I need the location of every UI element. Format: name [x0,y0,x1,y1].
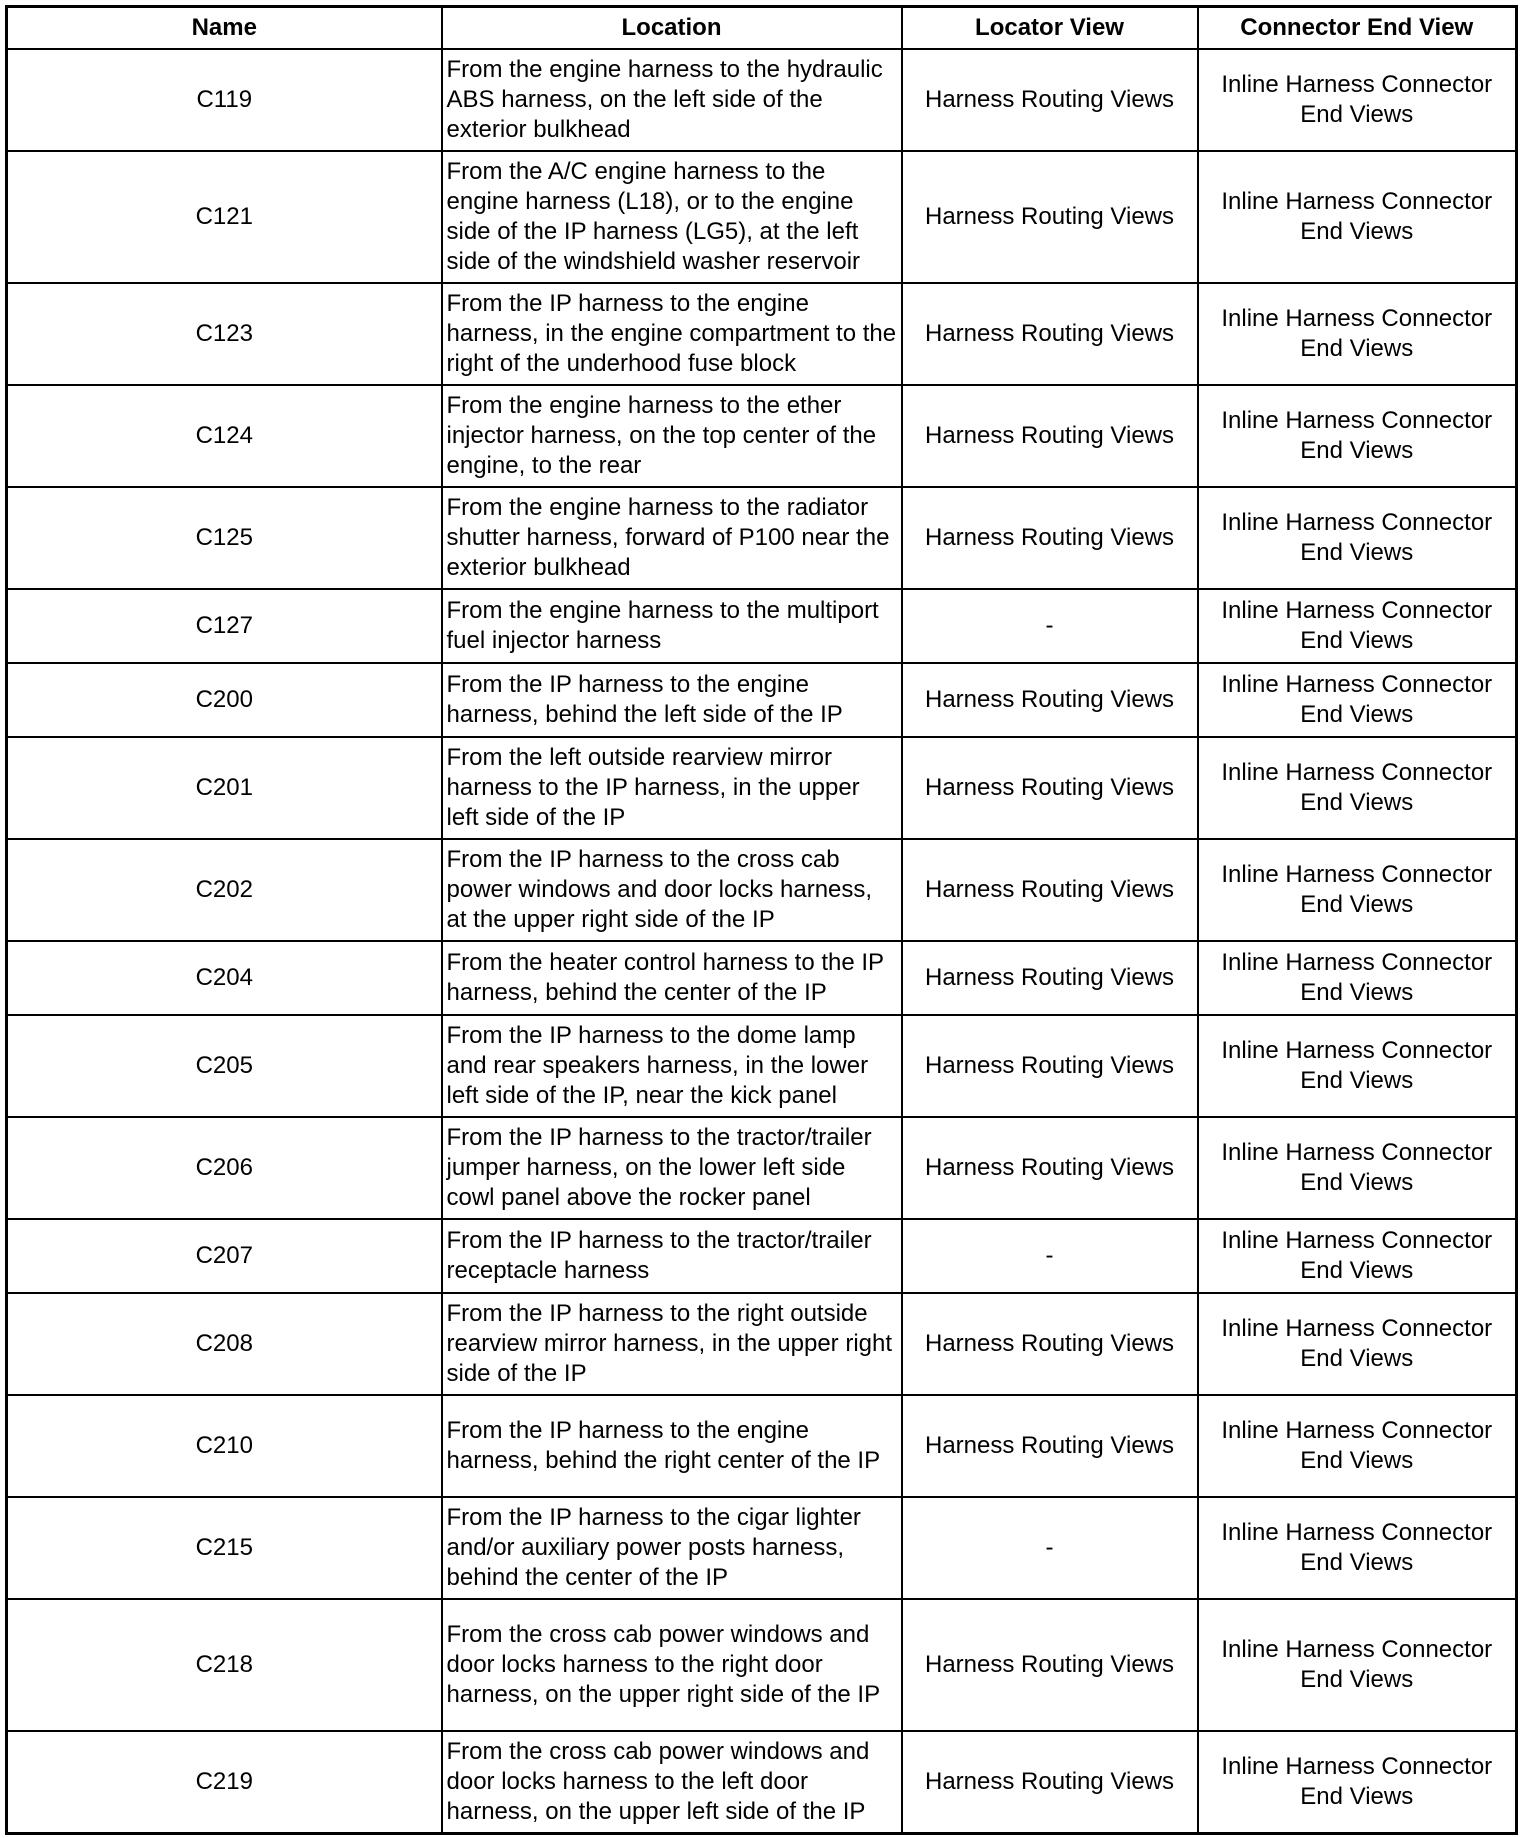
table-row [7,1497,1517,1599]
cell-location: From the IP harness to the engine harness, behind the left side of the IP [442,663,902,737]
cell-locator-view[interactable]: Harness Routing Views [902,941,1198,1015]
table-row [7,1117,1517,1219]
cell-locator-view[interactable]: Harness Routing Views [902,49,1198,151]
cell-locator-view[interactable]: Harness Routing Views [902,663,1198,737]
connector-table-container [5,5,1515,1835]
header-location: Location [442,7,902,50]
table-row [7,589,1517,663]
cell-name: C206 [7,1117,442,1219]
table-row [7,839,1517,941]
table-row [7,1015,1517,1117]
cell-connector-end-view[interactable]: Inline Harness Connector End Views [1198,663,1517,737]
cell-connector-end-view[interactable]: Inline Harness Connector End Views [1198,151,1517,283]
cell-name: C207 [7,1219,442,1293]
cell-connector-end-view[interactable]: Inline Harness Connector End Views [1198,49,1517,151]
cell-locator-view[interactable]: Harness Routing Views [902,1117,1198,1219]
cell-location: From the heater control harness to the IP harness, behind the center of the IP [442,941,902,1015]
cell-connector-end-view[interactable]: Inline Harness Connector End Views [1198,1293,1517,1395]
cell-connector-end-view[interactable]: Inline Harness Connector End Views [1198,385,1517,487]
cell-location: From the IP harness to the tractor/trailer receptacle harness [442,1219,902,1293]
cell-locator-view[interactable]: Harness Routing Views [902,151,1198,283]
table-row [7,1731,1517,1834]
cell-name: C202 [7,839,442,941]
cell-location: From the IP harness to the right outside rearview mirror harness, in the upper right side of the IP [442,1293,902,1395]
table-row [7,941,1517,1015]
table-row [7,1293,1517,1395]
cell-locator-view[interactable]: Harness Routing Views [902,487,1198,589]
cell-locator-view[interactable]: Harness Routing Views [902,1599,1198,1731]
cell-connector-end-view[interactable]: Inline Harness Connector End Views [1198,839,1517,941]
header-connector-end-view: Connector End View [1198,7,1517,50]
cell-locator-view: - [902,1497,1198,1599]
table-row [7,1599,1517,1731]
cell-connector-end-view[interactable]: Inline Harness Connector End Views [1198,1015,1517,1117]
cell-connector-end-view[interactable]: Inline Harness Connector End Views [1198,1395,1517,1497]
cell-locator-view[interactable]: Harness Routing Views [902,1015,1198,1117]
cell-location: From the engine harness to the multiport fuel injector harness [442,589,902,663]
cell-locator-view[interactable]: Harness Routing Views [902,1731,1198,1834]
cell-location: From the engine harness to the radiator shutter harness, forward of P100 near the exterior bulkhead [442,487,902,589]
cell-locator-view[interactable]: Harness Routing Views [902,1395,1198,1497]
cell-locator-view: - [902,589,1198,663]
cell-location: From the IP harness to the dome lamp and rear speakers harness, in the lower left side of the IP, near the kick panel [442,1015,902,1117]
table-row [7,49,1517,151]
cell-location: From the engine harness to the hydraulic ABS harness, on the left side of the exterior bulkhead [442,49,902,151]
cell-connector-end-view[interactable]: Inline Harness Connector End Views [1198,1117,1517,1219]
cell-name: C119 [7,49,442,151]
cell-name: C215 [7,1497,442,1599]
cell-connector-end-view[interactable]: Inline Harness Connector End Views [1198,941,1517,1015]
cell-locator-view[interactable]: Harness Routing Views [902,283,1198,385]
cell-name: C127 [7,589,442,663]
cell-location: From the cross cab power windows and door locks harness to the right door harness, on the upper right side of the IP [442,1599,902,1731]
cell-location: From the left outside rearview mirror harness to the IP harness, in the upper left side of the IP [442,737,902,839]
table-row [7,663,1517,737]
cell-name: C123 [7,283,442,385]
table-row [7,737,1517,839]
cell-connector-end-view[interactable]: Inline Harness Connector End Views [1198,1599,1517,1731]
cell-connector-end-view[interactable]: Inline Harness Connector End Views [1198,1731,1517,1834]
cell-connector-end-view[interactable]: Inline Harness Connector End Views [1198,283,1517,385]
cell-connector-end-view[interactable]: Inline Harness Connector End Views [1198,487,1517,589]
cell-name: C121 [7,151,442,283]
cell-location: From the IP harness to the engine harness, in the engine compartment to the right of the underhood fuse block [442,283,902,385]
cell-location: From the IP harness to the cross cab power windows and door locks harness, at the upper right side of the IP [442,839,902,941]
cell-locator-view[interactable]: Harness Routing Views [902,1293,1198,1395]
cell-name: C208 [7,1293,442,1395]
cell-connector-end-view[interactable]: Inline Harness Connector End Views [1198,589,1517,663]
cell-name: C124 [7,385,442,487]
cell-name: C125 [7,487,442,589]
cell-name: C201 [7,737,442,839]
cell-location: From the IP harness to the tractor/trailer jumper harness, on the lower left side cowl panel above the rocker panel [442,1117,902,1219]
cell-location: From the IP harness to the engine harness, behind the right center of the IP [442,1395,902,1497]
cell-connector-end-view[interactable]: Inline Harness Connector End Views [1198,1497,1517,1599]
table-row [7,1395,1517,1497]
header-locator-view: Locator View [902,7,1198,50]
cell-locator-view[interactable]: Harness Routing Views [902,839,1198,941]
table-row [7,1219,1517,1293]
header-row [7,7,1517,50]
table-row [7,487,1517,589]
cell-name: C218 [7,1599,442,1731]
table-row [7,283,1517,385]
cell-connector-end-view[interactable]: Inline Harness Connector End Views [1198,1219,1517,1293]
cell-connector-end-view[interactable]: Inline Harness Connector End Views [1198,737,1517,839]
cell-location: From the A/C engine harness to the engine harness (L18), or to the engine side of the IP harness (LG5), at the left side of the windshield washer reservoir [442,151,902,283]
table-row [7,385,1517,487]
cell-name: C204 [7,941,442,1015]
header-name: Name [7,7,442,50]
cell-name: C210 [7,1395,442,1497]
cell-name: C205 [7,1015,442,1117]
cell-location: From the engine harness to the ether injector harness, on the top center of the engine, to the rear [442,385,902,487]
cell-location: From the cross cab power windows and door locks harness to the left door harness, on the upper left side of the IP [442,1731,902,1834]
table-row [7,151,1517,283]
connector-table [5,5,1518,1835]
cell-location: From the IP harness to the cigar lighter and/or auxiliary power posts harness, behind the center of the IP [442,1497,902,1599]
cell-name: C200 [7,663,442,737]
cell-locator-view[interactable]: Harness Routing Views [902,737,1198,839]
cell-locator-view[interactable]: Harness Routing Views [902,385,1198,487]
cell-locator-view: - [902,1219,1198,1293]
cell-name: C219 [7,1731,442,1834]
